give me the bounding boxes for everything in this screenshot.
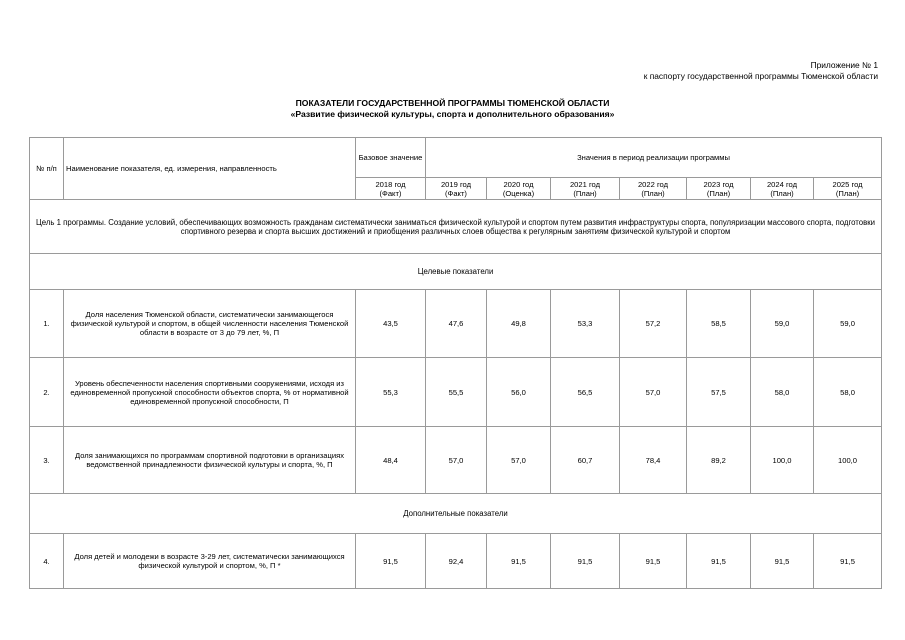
row-value: 55,3 (356, 358, 426, 427)
row-value: 100,0 (814, 427, 882, 494)
document-subtitle: «Развитие физической культуры, спорта и дополнительного образования» (290, 109, 615, 119)
document-title: ПОКАЗАТЕЛИ ГОСУДАРСТВЕННОЙ ПРОГРАММЫ ТЮМЕНСКОЙ ОБЛАСТИ (295, 98, 610, 108)
row-value: 43,5 (356, 290, 426, 358)
header-year-2024: 2024 год (План) (751, 178, 814, 200)
row-indicator-name: Доля детей и молодежи в возрасте 3-29 лет, систематически занимающихся физической культурой и спортом, %, П * (64, 534, 356, 589)
header-base: Базовое значение (356, 138, 426, 178)
row-value: 58,5 (687, 290, 751, 358)
row-value: 91,5 (814, 534, 882, 589)
row-value: 91,5 (356, 534, 426, 589)
row-value: 91,5 (487, 534, 551, 589)
row-value: 57,0 (620, 358, 687, 427)
row-number: 1. (30, 290, 64, 358)
header-year-2025: 2025 год (План) (814, 178, 882, 200)
row-number: 3. (30, 427, 64, 494)
row-value: 58,0 (814, 358, 882, 427)
table-row (30, 358, 882, 427)
row-value: 57,0 (487, 427, 551, 494)
row-value: 59,0 (751, 290, 814, 358)
row-value: 60,7 (551, 427, 620, 494)
row-value: 91,5 (687, 534, 751, 589)
header-year-2020: 2020 год (Оценка) (487, 178, 551, 200)
table-row (30, 427, 882, 494)
row-value: 56,0 (487, 358, 551, 427)
indicators-table (29, 137, 882, 589)
row-value: 91,5 (620, 534, 687, 589)
row-value: 57,2 (620, 290, 687, 358)
row-value: 78,4 (620, 427, 687, 494)
row-value: 58,0 (751, 358, 814, 427)
row-indicator-name: Уровень обеспеченности населения спортивными сооружениями, исходя из единовременной пропускной способности объектов спорта, % от нормативной единовременной пропускной способности, П (64, 358, 356, 427)
header-year-2023: 2023 год (План) (687, 178, 751, 200)
header-year-2021: 2021 год (План) (551, 178, 620, 200)
header-year-2022: 2022 год (План) (620, 178, 687, 200)
table-row (30, 290, 882, 358)
row-value: 48,4 (356, 427, 426, 494)
annex-note (644, 60, 878, 82)
row-number: 4. (30, 534, 64, 589)
row-value: 53,3 (551, 290, 620, 358)
row-value: 47,6 (426, 290, 487, 358)
header-year-2018: 2018 год (Факт) (356, 178, 426, 200)
row-indicator-name: Доля населения Тюменской области, систематически занимающегося физической культурой и спортом, в общей численности населения Тюменской области в возрасте от 3 до 79 лет, %, П (64, 290, 356, 358)
annex-number: Приложение № 1 (810, 60, 878, 70)
header-name: Наименование показателя, ед. измерения, направленность (64, 138, 356, 200)
annex-reference: к паспорту государственной программы Тюменской области (643, 71, 878, 81)
row-value: 59,0 (814, 290, 882, 358)
row-value: 91,5 (551, 534, 620, 589)
header-period: Значения в период реализации программы (426, 138, 882, 178)
row-value: 49,8 (487, 290, 551, 358)
section-extra-indicators: Дополнительные показатели (30, 494, 882, 534)
row-number: 2. (30, 358, 64, 427)
row-value: 91,5 (751, 534, 814, 589)
row-value: 56,5 (551, 358, 620, 427)
header-number: № п/п (30, 138, 64, 200)
row-indicator-name: Доля занимающихся по программам спортивной подготовки в организациях ведомственной принадлежности физической культуры и спорта, %, П (64, 427, 356, 494)
row-value: 55,5 (426, 358, 487, 427)
table-row (30, 534, 882, 589)
row-value: 57,5 (687, 358, 751, 427)
row-value: 92,4 (426, 534, 487, 589)
document-heading (0, 98, 905, 120)
section-target-indicators: Целевые показатели (30, 254, 882, 290)
row-value: 57,0 (426, 427, 487, 494)
goal-description: Цель 1 программы. Создание условий, обеспечивающих возможность гражданам систематически заниматься физической культурой и спортом путем развития инфраструктуры спорта, популяризации массового спорта, подготовки спортивного резерва и спорта высших достижений и приобщения различных слоев общества к регулярным занятиям физической культурой и спортом (30, 200, 882, 254)
header-year-2019: 2019 год (Факт) (426, 178, 487, 200)
row-value: 100,0 (751, 427, 814, 494)
row-value: 89,2 (687, 427, 751, 494)
